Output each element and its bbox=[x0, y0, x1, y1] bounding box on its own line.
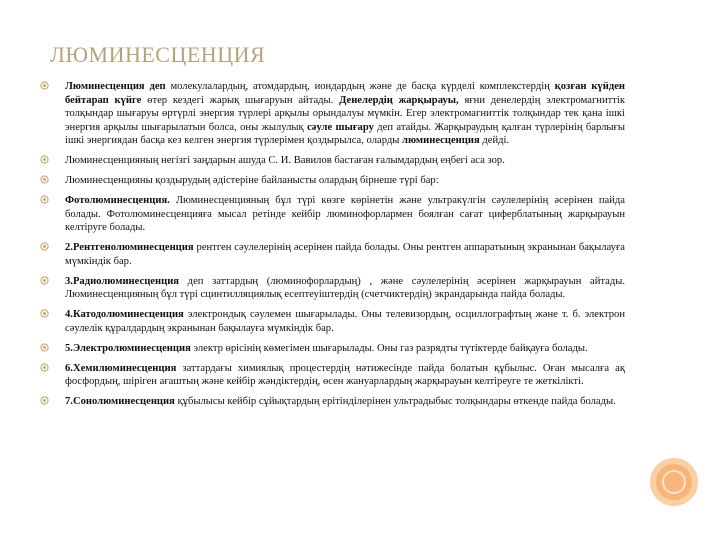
text-run: құбылысы кейбір сұйықтардың ерітінділерінен ультрадыбыс толқындары өткенде пайда болады. bbox=[174, 396, 616, 407]
circled-bullet-icon bbox=[40, 242, 49, 251]
term-bold: 6.Хемилюминесценция bbox=[65, 362, 177, 374]
term-bold: қозған күйден бейтарап күйге bbox=[65, 81, 625, 106]
list-item bbox=[40, 80, 625, 148]
term-bold: 4.Катодолюминесценция bbox=[65, 309, 184, 320]
text-run: өтер кездегі жарық шығаруын айтады. bbox=[141, 94, 340, 106]
orange-circle-icon bbox=[650, 458, 698, 506]
list-item-text bbox=[65, 363, 625, 388]
term-bold: Люминесценция деп bbox=[65, 81, 171, 92]
list-item bbox=[40, 362, 625, 389]
term-bold: 5.Электролюминесценция bbox=[65, 342, 191, 354]
circled-bullet-icon bbox=[40, 155, 49, 164]
list-item-text bbox=[65, 276, 625, 301]
circled-bullet-icon bbox=[40, 195, 49, 204]
list-item bbox=[40, 154, 625, 168]
list-item-text bbox=[65, 309, 625, 334]
bullet-list bbox=[40, 80, 625, 415]
circled-bullet-icon bbox=[40, 343, 49, 352]
text-run: электрондық сәулемен шығарылады. Оны телевизордың, осциллографтың және т. б. электрон сәулелік құралдардың экранынан бақылауға мүмкіндік бар. bbox=[65, 309, 625, 334]
term-bold: Фотолюминесценция. bbox=[65, 195, 170, 206]
circled-bullet-icon bbox=[40, 81, 49, 90]
text-run: молекулалардың, атомдардың, иондардың және де басқа күрделі комплекстердің bbox=[170, 81, 555, 92]
list-item bbox=[40, 342, 625, 356]
text-run: яғни денелердің электромагниттік толқындар шығаруы өртүрлі энергия түрлері арқылы орындалуы мүмкін. Егер электромагниттік толқындар тек қана ішкі энергия арқылы шығарылатын болса, оны жылулық bbox=[65, 94, 625, 133]
text-run: деп атайды. Жарқыраудың қалған түрлерінің барлығы ішкі энергиядан басқа кез келген энергия түрлерімен қоздырылса, оларды bbox=[65, 121, 625, 146]
list-item-text bbox=[65, 155, 505, 166]
text-run: заттардағы химиялық процестердің нәтижесінде пайда болатын құбылыс. Оған мысалға ақ фосфордың, шіріген ағаштың және кейбір жәндіктердің, өсен жануарлардың жарқырауын келтіреуге те жеткілікті. bbox=[65, 362, 625, 387]
list-item-text bbox=[65, 242, 625, 267]
term-bold: Денелердің жарқырауы, bbox=[339, 94, 459, 106]
circled-bullet-icon bbox=[40, 309, 49, 318]
term-bold: 2.Рентгенолюминесценция bbox=[65, 242, 194, 253]
list-item bbox=[40, 174, 625, 188]
circled-bullet-icon bbox=[40, 396, 49, 405]
list-item-text bbox=[65, 343, 588, 354]
term-bold: сәуле шығару bbox=[307, 121, 374, 133]
term-bold: 7.Сонолюминесценция bbox=[65, 396, 175, 407]
list-item bbox=[40, 194, 625, 235]
text-run: Люминесценцияның бұл түрі көзге көрінетін және ультракүлгін сәулелерінің әсерінен пайда болады. Фотолюминесценцияға мысал ретінде кейбір люминофорлармен боялған сағат циферблатының жарқырауын келтіруге болады. bbox=[65, 195, 625, 233]
list-item-text bbox=[65, 175, 439, 186]
circled-bullet-icon bbox=[40, 276, 49, 285]
term-bold: 3.Радиолюминесценция bbox=[65, 275, 180, 287]
circled-bullet-icon bbox=[40, 363, 49, 372]
slide-title: ЛЮМИНЕСЦЕНЦИЯ bbox=[50, 42, 266, 67]
text-run: Люминесценцияның негізгі заңдарын ашуда С. И. Вавилов бастаған ғалымдардың еңбегі аса зор. bbox=[65, 155, 505, 166]
text-run: деп заттардың (люминофорлардың) , және сәулелерінің әсерінен жарқырауын айтады. Люминесценцияның бұл түрі сцинтилляциялық есептеуіштердің (счетчиктердің) экрандарында пайда болады. bbox=[65, 275, 625, 300]
term-bold: люминесценция bbox=[402, 135, 480, 146]
text-run: рентген сәулелерінің әсерінен пайда болады. Оны рентген аппаратының экранынан бақылауға мүмкіндік бар. bbox=[65, 242, 625, 267]
text-run: Люминесценцияны қоздырудың әдістеріне байланысты олардың бірнеше түрі бар: bbox=[65, 175, 439, 186]
list-item-text bbox=[65, 81, 625, 146]
text-run: дейді. bbox=[479, 135, 510, 146]
list-item bbox=[40, 275, 625, 302]
list-item-text bbox=[65, 396, 616, 407]
list-item bbox=[40, 241, 625, 268]
list-item bbox=[40, 395, 625, 409]
text-run: электр өрісінің көмегімен шығарылады. Оны газ разрядты түтіктерде байқауға болады. bbox=[190, 342, 588, 354]
list-item-text bbox=[65, 195, 625, 233]
circled-bullet-icon bbox=[40, 175, 49, 184]
list-item bbox=[40, 308, 625, 335]
